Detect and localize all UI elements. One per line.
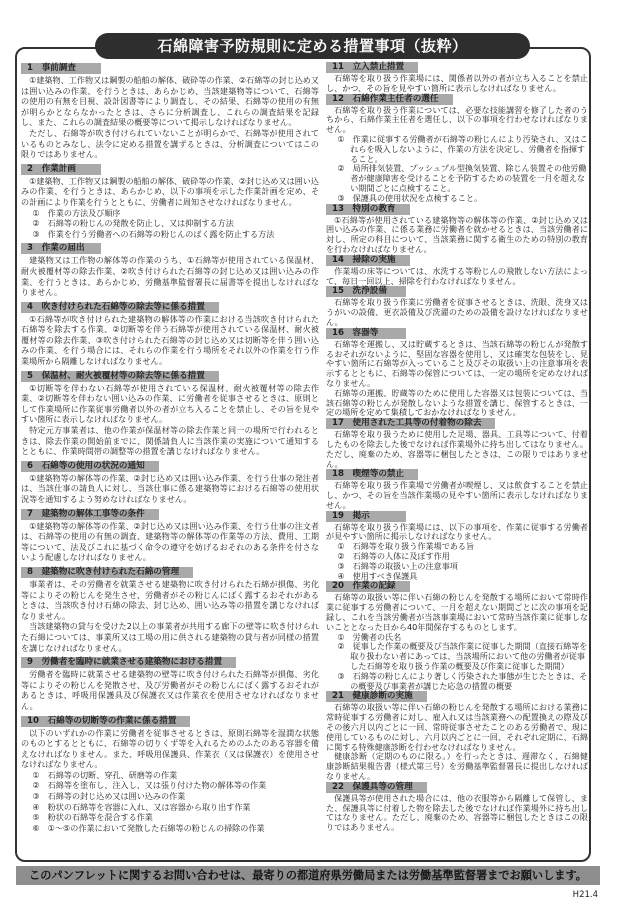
list-item: ③ 石綿等の取扱い上の注意事項 xyxy=(337,560,458,571)
page-title: 石綿障害予防規則に定める措置事項（抜粋） xyxy=(95,33,530,59)
section-heading: 20 作業の記録 xyxy=(326,581,410,592)
section xyxy=(326,62,588,94)
paragraph: ①建築物、工作物又は鋼製の船舶の解体、破砕等の作業、②封じ込め又は囲い込みの作業、を行うときは、あらかじめ、以下の事項を示した作業計画を定め、その計画により作業を行うとともに、労働者に周知させなければなりません。 xyxy=(21,175,319,207)
section xyxy=(21,508,319,563)
section xyxy=(21,656,319,711)
section xyxy=(326,691,588,781)
section-heading: 9 労働者を臨時に就業させる建築物における措置 xyxy=(21,657,236,668)
section-heading: 1 事前調査 xyxy=(21,63,101,74)
paragraph: 石綿等を取り扱う作業場で労働者が喫煙し、又は飲食することを禁止し、かつ、その旨を当該作業場の見やすい箇所に表示しなければなりません。 xyxy=(326,480,588,510)
paragraph: 当該建築物の貸与を受けた2以上の事業者が共用する廊下の壁等に吹き付けられた石綿については、事業所又は工場の用に供される建築物の貸与者が同様の措置を講じなければなりません。 xyxy=(21,621,319,653)
paragraph: 石綿等の運搬、貯蔵等のために使用した容器又は包装については、当該石綿等の粉じんが発散しないような措置を講じ、保管するときは、一定の場所を定めて集積しておかなければなりません。 xyxy=(326,387,588,418)
section xyxy=(21,242,319,297)
section xyxy=(21,301,319,367)
section-heading: 11 立入禁止措置 xyxy=(326,62,418,73)
section-heading: 3 作業の届出 xyxy=(21,243,101,254)
section-heading: 14 掃除の実施 xyxy=(326,255,410,266)
section xyxy=(21,460,319,505)
section-heading: 4 吹き付けられた石綿等の除去等に係る措置 xyxy=(21,302,219,313)
paragraph: 保護具等が使用された場合には、他の衣服等から隔離して保管し、また、保護具等に付着した物を除去した後でなければ作業場外に持ち出してはなりません。ただし、廃棄のため、容器等に梱包したときはこの限りではありません。 xyxy=(326,792,588,833)
section xyxy=(21,715,319,834)
section xyxy=(21,566,319,653)
list-item: ③ 石綿等の封じ込め又は囲い込みの作業 xyxy=(32,791,186,802)
section xyxy=(326,418,588,469)
section xyxy=(326,94,588,204)
section xyxy=(326,581,588,691)
paragraph: 以下のいずれかの作業に労働者を従事させるときは、原則石綿等を湿潤な状態のものとするとともに、石綿等の切りくず等を入れるためのふたのある容器を備えなければなりません。また、呼吸用保護具、作業衣（又は保護衣）を使用させなければなりません。 xyxy=(21,727,319,770)
section-heading: 16 容器等 xyxy=(326,328,406,339)
section xyxy=(326,204,588,255)
paragraph: 石綿等を取り扱うために使用した足場、器具、工具等について、付着したものを除去した後でなければ作業場外に持ち出してはなりません。ただし、廃棄のため、容器等に梱包したときは、この限りではありません。 xyxy=(326,429,588,469)
list-item: ① 労働者の氏名 xyxy=(337,631,402,642)
list-item: ④ 使用すべき保護具 xyxy=(337,570,418,581)
list-item: ④ 粉状の石綿等を容器に入れ、又は容器から取り出す作業 xyxy=(32,801,251,812)
paragraph: 特定元方事業者は、他の作業が保温材等の除去作業と同一の場所で行われるときは、除去作業の開始前までに、関係請負人に当該作業の実施について通知するとともに、作業時間帯の調整等の措置を講じなければなりません。 xyxy=(21,425,319,457)
section xyxy=(21,62,319,160)
paragraph: ①建築物等の解体等の作業、②封じ込め又は囲い込み作業、を行う仕事の注文者は、石綿等の使用の有無の調査、建築物等の解体等の作業等の方法、費用、工期等について、法及びこれに基づく命令の遵守を妨げるおそれのある条件を付さないよう配慮しなければなりません。 xyxy=(21,520,319,563)
paragraph: 健康診断（定期のものに限る。）を行ったときは、遅滞なく、石綿健康診断結果報告書（様式第三号）を労働基準監督署長に提出しなければなりません。 xyxy=(326,751,588,782)
list-item: ② 石綿等を塗布し、注入し、又は張り付けた物の解体等の作業 xyxy=(32,780,267,791)
paragraph: 石綿等を取り扱う作業場には、以下の事項を、作業に従事する労働者が見やすい箇所に掲示しなければなりません。 xyxy=(326,521,588,542)
section-heading: 10 石綿等の切断等の作業に係る措置 xyxy=(21,716,190,727)
left-column xyxy=(21,62,319,836)
paragraph: ①建築物、工作物又は鋼製の船舶の解体、破砕等の作業、②石綿等の封じ込め又は囲い込みの作業、を行うときは、あらかじめ、当該建築物等について、石綿等の使用の有無を目視、設計図書等により調査し、その結果、石綿等の使用の有無が明らかとならなかったときは、さらに分析調査し、これらの調査結果を記録し、また、これらの調査結果の概要等について掲示しなければなりません。 xyxy=(21,75,319,128)
section xyxy=(326,782,588,833)
list-item: ② 石綿等の粉じんの発散を防止し、又は抑制する方法 xyxy=(32,218,234,229)
paragraph: 石綿等を取り扱う作業については、必要な技能講習を修了した者のうちから、石綿作業主任者を選任し、以下の事項を行わせなければなりません。 xyxy=(326,104,588,135)
paragraph: 石綿等の取扱い等に伴い石綿の粉じんを発散する場所における業務に常時従事する労働者に対し、雇入れ又は当該業務への配置換えの際及びその後六月以内ごとに一回、常時従事させたことのある労働者で、現に使用しているものに対し、六月以内ごとに一回、それぞれ定期に、石綿に関する特殊健康診断を行わせなければなりません。 xyxy=(326,702,588,752)
paragraph: ①建築物等の解体等の作業、②封じ込め又は囲い込み作業、を行う仕事の発注者は、当該仕事の請負人に対し、当該仕事に係る建築物等における石綿等の使用状況等を通知するよう努めなければなりません。 xyxy=(21,472,319,504)
section xyxy=(21,370,319,457)
paragraph: 石綿等の取扱い等に伴い石綿の粉じんを発散する場所において常時作業に従事する労働者について、一月を超えない期間ごとに次の事項を記録し、これを当該労働者が当該事業場において常時当該作業に従事しないこととなった日から40年間保存するものとします。 xyxy=(326,592,588,632)
section-heading: 2 作業計画 xyxy=(21,164,101,175)
section xyxy=(326,286,588,327)
list-item: ① 石綿等の切断、穿孔、研磨等の作業 xyxy=(32,769,178,780)
list-item: ① 石綿等を取り扱う作業場である旨 xyxy=(337,541,475,552)
list-item: ⑤ 粉状の石綿等を混合する作業 xyxy=(32,812,153,823)
paragraph: ①石綿等が吹き付けられた建築物の解体等の作業における当該吹き付けられた石綿等を除去する作業、②切断等を伴う石綿等が使用されている保温材、耐火被覆材等の除去作業、③吹き付けられた石綿等の封じ込め又は切断等を伴う囲い込みの作業、を行う場合には、それらの作業を行う場所をそれ以外の作業を行う作業場所から隔離しなければなりません。 xyxy=(21,313,319,367)
paragraph: ①石綿等が使用されている建築物等の解体等の作業、②封じ込め又は囲い込みの作業、に係る業務に労働者を就かせるときは、当該労働者に対し、所定の科目について、当該業務に関する衛生のための特別の教育を行わなければなりません。 xyxy=(326,214,588,254)
list-item: ① 作業の方法及び順序 xyxy=(32,207,121,218)
issue-date: H21.4 xyxy=(572,890,598,900)
paragraph: 労働者を臨時に就業させる建築物の壁等に吹き付けられた石綿等が損傷、劣化等によりその粉じんを発散させ、及び労働者がその粉じんにばく露するおそれがあるときは、呼吸用保護具及び保護衣又は作業衣を使用させなければなりません。 xyxy=(21,669,319,711)
section-heading: 22 保護具等の管理 xyxy=(326,782,427,793)
section-heading: 5 保温材、耐火被覆材等の除去等に係る措置 xyxy=(21,371,219,382)
section-heading: 6 石綿等の使用の状況の通知 xyxy=(21,461,159,472)
list-item: ② 従事した作業の概要及び当該作業に従事した期間（直接石綿等を取り扱わない者にあっては、当該場所において他の労働者が従事した石綿等を取り扱う作業の概要及び作業に従事した期間） xyxy=(337,641,588,672)
list-item: ② 局所排気装置、プッシュプル型換気装置、除じん装置その他労働者が健康障害を受けることを予防するための装置を一月を超えない期間ごとに点検すること。 xyxy=(337,163,587,193)
paragraph: 事業者は、その労働者を就業させる建築物に吹き付けられた石綿が損傷、劣化等によりその粉じんを発生させ、労働者がその粉じんにばく露するおそれがあるときは、当該吹き付け石綿の除去、封じ込め、囲い込み等の措置を講じなければなりません。 xyxy=(21,578,319,621)
section-heading: 12 石綿作業主任者の選任 xyxy=(326,94,453,105)
section-heading: 15 洗浄設備 xyxy=(326,286,406,297)
paragraph: 石綿等を取り扱う作業に労働者を従事させるときは、洗眼、洗身又はうがいの設備、更衣設備及び洗濯のための設備を設けなければなりません。 xyxy=(326,297,588,327)
section xyxy=(326,328,588,418)
section-heading: 19 掲示 xyxy=(326,511,406,522)
paragraph: ただし、石綿等が吹き付けられていないことが明らかで、石綿等が使用されているものとみなし、法令に定める措置を講ずるときは、分析調査についてはこの限りではありません。 xyxy=(21,127,319,160)
list-item: ② 石綿等の人体に及ぼす作用 xyxy=(337,551,450,562)
section-heading: 13 特別の教育 xyxy=(326,204,410,215)
section xyxy=(326,511,588,582)
paragraph: 石綿等を運搬し、又は貯蔵するときは、当該石綿等の粉じんが発散するおそれがないように、堅固な容器を使用し、又は確実な包装をし、見やすい箇所に石綿等が入っていること及びその取扱い上の注意事項を表示するとともに、石綿等の保管については、一定の場所を定めなければなりません。 xyxy=(326,338,588,388)
section-heading: 7 建築物の解体工事等の条件 xyxy=(21,509,159,520)
paragraph: 作業場の床等については、水洗する等粉じんの飛散しない方法によって、毎日一回以上、掃除を行わなければなりません。 xyxy=(326,265,588,286)
section-heading: 18 喫煙等の禁止 xyxy=(326,469,418,480)
list-item: ① 作業に従事する労働者が石綿等の粉じんにより汚染され、又はこれらを吸入しないように、作業の方法を決定し、労働者を指揮すること。 xyxy=(337,133,588,164)
section-heading: 8 建築物に吹き付けられた石綿の管理 xyxy=(21,567,193,578)
section-heading: 21 健康診断の実施 xyxy=(326,691,427,702)
section xyxy=(21,163,319,240)
section-heading: 17 使用された工具等の付着物の除去 xyxy=(326,418,495,429)
list-item: ③ 作業を行う労働者への石綿等の粉じんのばく露を防止する方法 xyxy=(32,228,275,239)
section xyxy=(326,255,588,287)
paragraph: 建築物又は工作物の解体等の作業のうち、①石綿等が使用されている保温材、耐火被覆材等の除去作業、②吹き付けられた石綿等の封じ込め又は囲い込みの作業、を行うときは、あらかじめ、労働基準監督署長に届書等を提出しなければなりません。 xyxy=(21,255,319,298)
section xyxy=(326,469,588,510)
list-item: ③ 保護具の使用状況を点検すること。 xyxy=(337,192,483,203)
contact-footer: このパンフレットに関するお問い合わせは、最寄りの都道府県労働局または労働基準監督署までお願いします。 xyxy=(16,866,600,885)
paragraph: ①切断等を伴わない石綿等が使用されている保温材、耐火被覆材等の除去作業、②切断等を伴わない囲い込みの作業、に労働者を従事させるときは、原則として作業場所に作業従事労働者以外の者が立ち入ることを禁止し、その旨を見やすい箇所に表示しなければなりません。 xyxy=(21,382,319,425)
list-item: ⑥ ①～⑤の作業において発散した石綿等の粉じんの掃除の作業 xyxy=(32,822,265,833)
paragraph: 石綿等を取り扱う作業場には、関係者以外の者が立ち入ることを禁止し、かつ、その旨を見やすい箇所に表示しなければなりません。 xyxy=(326,73,588,93)
list-item: ③ 石綿等の粉じんにより著しく汚染された事態が生じたときは、その概要及び事業者が講じた応急の措置の概要 xyxy=(337,670,588,691)
right-column xyxy=(326,62,588,833)
